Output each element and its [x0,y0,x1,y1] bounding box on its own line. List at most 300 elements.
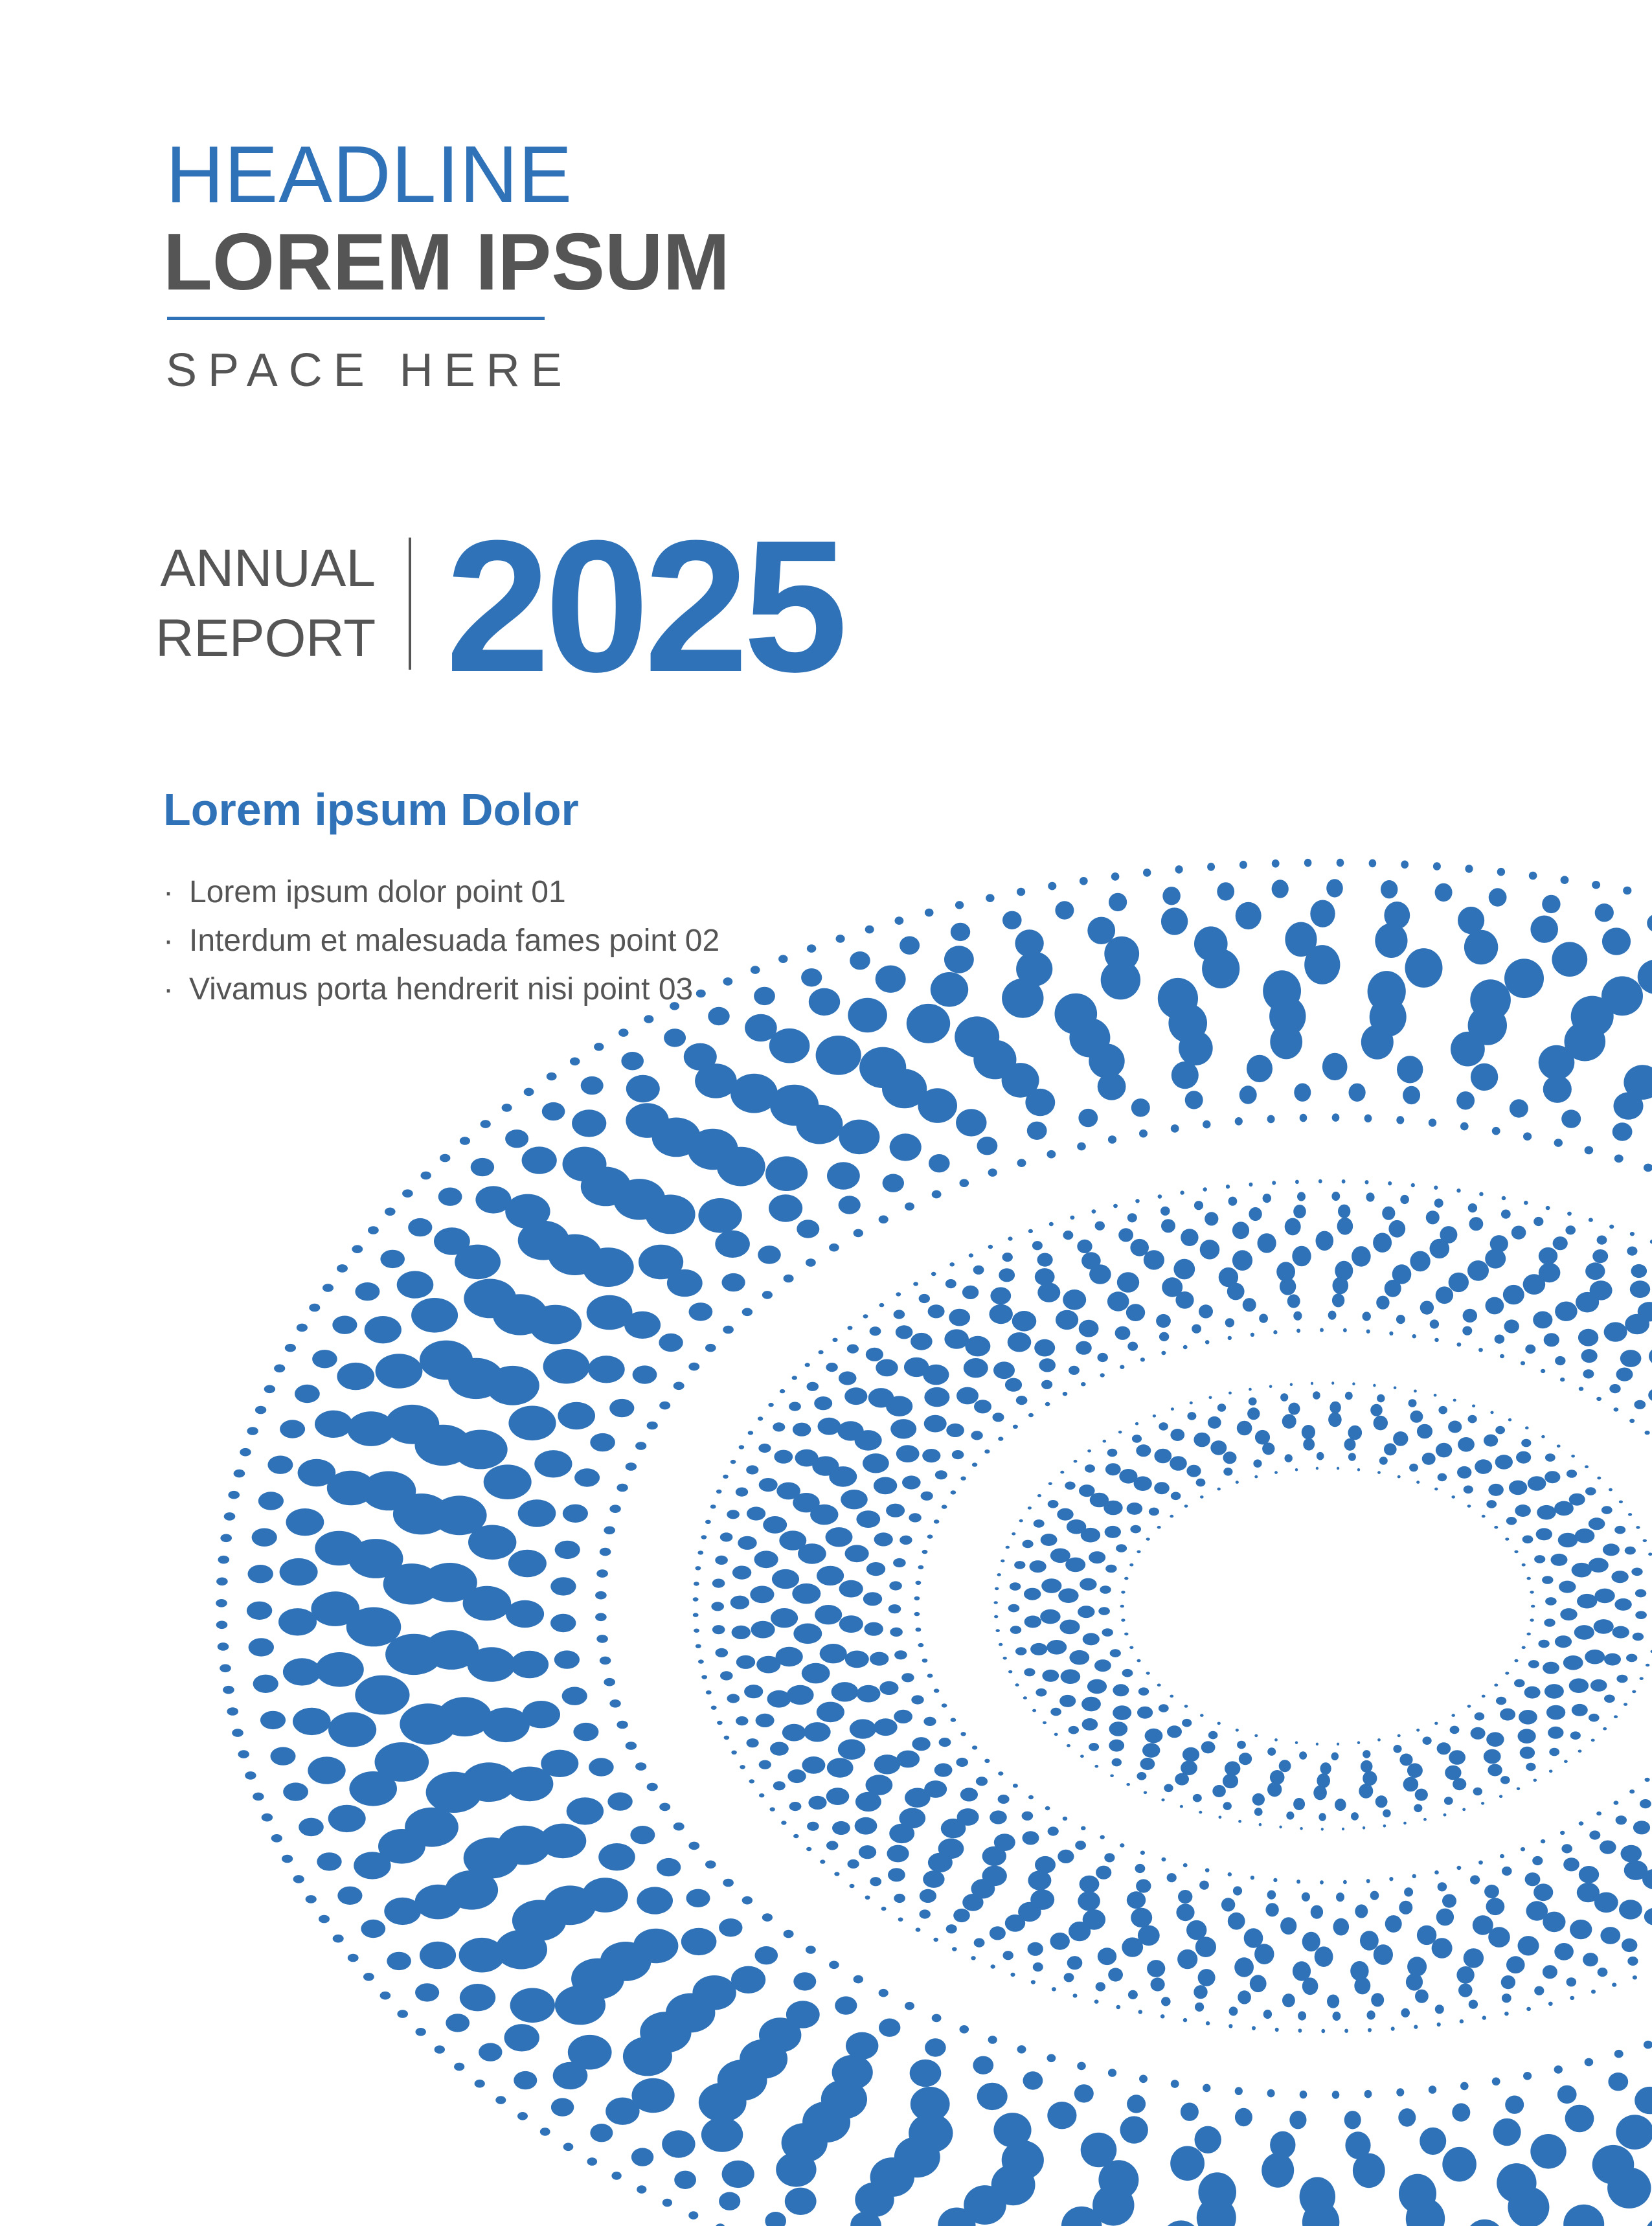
halftone-dot [1223,1774,1238,1789]
halftone-dot [898,1918,903,1922]
halftone-dot [1280,1917,1296,1935]
halftone-dot [1078,1606,1094,1618]
halftone-dot [1299,1751,1307,1760]
halftone-dot [1050,1708,1061,1716]
halftone-dot [888,1604,901,1613]
halftone-dot [716,1648,729,1657]
halftone-dot [1328,1311,1337,1320]
halftone-dot [659,1803,670,1811]
halftone-dot [1589,1218,1593,1221]
halftone-dot [1392,1264,1412,1284]
halftone-dot [1183,2018,1187,2022]
halftone-dot [415,1885,462,1920]
halftone-dot [1205,1212,1218,1225]
halftone-dot [1226,1185,1230,1188]
halftone-dot [723,1326,734,1334]
halftone-dot [1526,1763,1535,1771]
halftone-dot [1560,1831,1565,1835]
halftone-dot [1081,1697,1101,1712]
halftone-dot [1534,1986,1544,1995]
halftone-dot [1228,1392,1232,1395]
halftone-dot [605,2098,639,2125]
halftone-dot [1545,1453,1556,1462]
halftone-dot [1614,1526,1625,1534]
halftone-dot [1235,2108,1252,2126]
halftone-dot [1415,1990,1429,2003]
halftone-dot [784,1930,794,1938]
halftone-dot [841,1490,868,1509]
halftone-dot [1467,1505,1471,1508]
halftone-dot [1555,1356,1565,1365]
halftone-dot [868,1388,894,1407]
halftone-dot [1423,1818,1427,1821]
halftone-dot [1614,1800,1619,1804]
halftone-dot [723,1879,734,1887]
halftone-dot [1471,1727,1486,1740]
halftone-dot [723,977,733,986]
halftone-dot [1449,1750,1465,1765]
halftone-dot [1061,1669,1081,1684]
halftone-dot [939,1738,951,1747]
halftone-dot [1430,1319,1439,1328]
halftone-dot [1527,1633,1531,1636]
halftone-dot [1317,1452,1324,1460]
halftone-dot [895,916,904,925]
halftone-dot [1047,2054,1056,2063]
halftone-dot [1471,1063,1498,1091]
halftone-dot [1122,1669,1133,1677]
halftone-dot [1342,1828,1344,1831]
halftone-dot [1249,1183,1253,1187]
halftone-dot [1223,1802,1232,1810]
halftone-dot [1017,1159,1026,1167]
halftone-dot [1290,1383,1293,1386]
halftone-dot [1486,1297,1504,1315]
halftone-dot [415,1983,439,2001]
halftone-dot [1589,1714,1600,1722]
halftone-dot [1379,1457,1388,1465]
halftone-dot [1400,1195,1409,1204]
halftone-dot [847,1345,859,1354]
halftone-dot [1045,1402,1050,1406]
halftone-dot [1405,948,1443,988]
halftone-dot [1530,1618,1533,1622]
halftone-dot [1602,927,1631,955]
halftone-dot [1267,2089,1275,2098]
halftone-dot [1549,1748,1559,1756]
halftone-dot [1022,1811,1034,1821]
halftone-dot [1479,1192,1483,1196]
halftone-dot [962,1286,979,1299]
halftone-dot [838,1739,866,1760]
halftone-dot [673,1823,685,1831]
halftone-dot [715,1231,750,1258]
halftone-dot [732,1626,751,1639]
halftone-dot [1381,880,1397,898]
halftone-dot [1080,1755,1084,1758]
halftone-dot [1035,1688,1047,1697]
halftone-dot [1175,1773,1189,1786]
halftone-dot [1464,930,1498,965]
halftone-dot [1069,1650,1089,1665]
halftone-dot [1436,1909,1454,1926]
halftone-dot [848,998,887,1033]
halftone-dot [1570,1731,1581,1740]
halftone-dot [1159,1704,1169,1712]
halftone-dot [781,1821,786,1824]
halftone-dot [308,1756,345,1784]
halftone-dot [925,909,934,917]
halftone-dot [1452,2103,1470,2121]
halftone-dot [1414,2025,1418,2028]
halftone-dot [832,1821,850,1835]
halftone-dot [297,1324,308,1332]
halftone-dot [1409,1399,1417,1407]
halftone-dot [1527,1577,1531,1580]
halftone-dot [763,1516,787,1534]
halftone-dot [1374,1944,1393,1965]
halftone-dot [772,1569,799,1589]
headline-divider [167,317,545,320]
halftone-dot [1239,1085,1257,1104]
halftone-dot [1104,1853,1115,1862]
halftone-dot [1495,1455,1513,1470]
halftone-dot [731,1966,765,1993]
halftone-dot [264,1385,275,1394]
halftone-dot [817,1566,844,1585]
halftone-dot [1069,1922,1091,1941]
halftone-dot [1538,1640,1549,1648]
halftone-dot [1604,1695,1615,1703]
halftone-dot [1344,1438,1356,1451]
bullet-icon: · [163,924,174,958]
halftone-dot [1543,1662,1559,1674]
halftone-dot [1287,1294,1300,1308]
halftone-dot [1438,1882,1447,1891]
halftone-dot [271,1747,296,1765]
halftone-dot [1171,2080,1179,2088]
halftone-dot [1377,1471,1381,1474]
halftone-dot [1377,1394,1385,1403]
halftone-dot [902,1475,921,1489]
halftone-dot [1406,1973,1423,1991]
halftone-dot [1331,1192,1340,1201]
halftone-dot [1569,1678,1589,1693]
halftone-dot [1028,1870,1051,1890]
halftone-dot [1533,1883,1553,1901]
halftone-dot [1445,1766,1461,1780]
halftone-dot [946,1424,964,1437]
bullet-text: Lorem ipsum dolor point 01 [189,875,566,909]
halftone-dot [747,1506,765,1520]
halftone-dot [1127,1342,1138,1351]
halftone-dot [1389,1332,1393,1335]
halftone-dot [1194,1201,1203,1210]
halftone-dot [1626,1654,1637,1663]
halftone-dot [1565,2105,1594,2132]
halftone-dot [1542,1576,1553,1584]
halftone-dot [1578,1750,1582,1753]
halftone-dot [1208,1731,1218,1740]
halftone-dot [283,1658,321,1685]
halftone-dot [1635,1611,1647,1619]
halftone-dot [999,1268,1015,1282]
halftone-dot [380,1992,391,2000]
halftone-dot [1110,1649,1121,1657]
halftone-dot [1162,1277,1182,1297]
halftone-dot [1100,1835,1105,1839]
halftone-dot [567,1797,604,1824]
halftone-dot [1332,1293,1344,1307]
halftone-dot [508,1406,556,1441]
halftone-dot [1450,1726,1460,1734]
halftone-dot [801,968,822,986]
halftone-dot [637,2185,646,2194]
halftone-dot [1417,1925,1436,1945]
halftone-dot [977,1137,998,1155]
halftone-dot [1585,1146,1594,1155]
halftone-dot [1161,1219,1175,1232]
halftone-dot [1357,1468,1360,1471]
halftone-dot [1619,1501,1623,1504]
halftone-dot [1115,1326,1131,1340]
halftone-dot [1502,1196,1506,1200]
halftone-dot [807,1382,819,1391]
halftone-dot [1342,1179,1346,1183]
halftone-dot [1094,1659,1111,1672]
halftone-dot [495,2096,506,2104]
halftone-dot [890,1628,903,1637]
halftone-dot [1554,1943,1574,1960]
halftone-dot [1254,1475,1258,1479]
halftone-dot [701,1535,707,1539]
halftone-dot [933,1938,938,1942]
halftone-dot [1522,1536,1533,1544]
halftone-dot [1517,1788,1520,1791]
halftone-dot [920,1909,931,1918]
halftone-dot [1609,1488,1612,1492]
halftone-dot [1377,1738,1381,1742]
halftone-dot [1067,1744,1070,1747]
halftone-dot [839,1615,863,1633]
halftone-dot [1181,1229,1198,1246]
halftone-dot [1410,1251,1430,1272]
halftone-dot [1578,1329,1598,1346]
halftone-dot [890,1133,922,1161]
halftone-dot [1569,1493,1585,1506]
halftone-dot [258,1492,284,1510]
halftone-dot [826,1841,838,1850]
halftone-dot [1047,1150,1056,1159]
halftone-dot [712,1579,725,1588]
halftone-dot [1612,1982,1616,1986]
halftone-dot [1623,887,1631,895]
halftone-dot [1468,1415,1477,1424]
halftone-dot [1420,1301,1434,1315]
halftone-dot [1457,1466,1471,1479]
halftone-dot [1146,1538,1150,1541]
halftone-dot [440,1154,450,1163]
halftone-dot [673,1382,685,1391]
halftone-dot [1432,1938,1453,1959]
halftone-dot [253,1675,278,1693]
halftone-dot [1501,1975,1515,1989]
halftone-dot [1105,1565,1116,1573]
halftone-dot [1492,1127,1500,1135]
halftone-dot [647,1422,658,1430]
halftone-dot [1555,1635,1572,1648]
halftone-dot [1008,1236,1012,1240]
halftone-dot [1270,1770,1285,1785]
halftone-dot [848,1859,859,1868]
halftone-dot [1057,1508,1073,1521]
halftone-dot [946,1924,957,1933]
halftone-dot [1170,2146,1205,2181]
halftone-dot [956,1109,986,1136]
halftone-dot [1434,1488,1438,1491]
halftone-dot [522,1146,557,1174]
halftone-dot [1506,1956,1525,1973]
halftone-dot [971,1956,975,1960]
halftone-dot [555,1541,580,1559]
halftone-dot [1412,1874,1416,1878]
halftone-dot [1302,1892,1310,1902]
halftone-dot [1420,2128,1446,2155]
halftone-dot [914,1596,920,1600]
halftone-dot [1030,1643,1047,1655]
halftone-dot [993,1413,1004,1422]
halftone-dot [1118,1431,1122,1434]
halftone-dot [1486,1732,1504,1747]
halftone-dot [1156,1314,1171,1328]
halftone-dot [354,1852,390,1879]
halftone-dot [1310,900,1335,927]
halftone-dot [1139,2075,1148,2084]
halftone-dot [446,2014,470,2032]
halftone-dot [1546,1206,1550,1210]
halftone-dot [1175,865,1183,874]
section-title: Lorem ipsum Dolor [163,784,579,835]
halftone-dot [1645,2216,1652,2226]
halftone-dot [887,1845,909,1863]
halftone-dot [540,2128,550,2136]
halftone-dot [935,1470,947,1479]
halftone-dot [563,1505,588,1523]
halftone-dot [1488,1764,1502,1777]
halftone-dot [1273,1878,1277,1882]
halftone-dot [1108,1968,1123,1981]
halftone-dot [1161,1997,1171,2006]
halftone-dot [1363,1771,1377,1786]
halftone-dot [1058,1850,1074,1863]
report-divider [409,538,411,670]
halftone-dot [1563,1857,1579,1871]
halftone-dot [1345,1392,1353,1400]
halftone-dot [674,2171,696,2189]
halftone-dot [1017,2045,1026,2054]
halftone-dot [738,1536,756,1550]
halftone-dot [1236,1729,1239,1732]
halftone-dot [844,1387,867,1405]
halftone-dot [1603,1727,1607,1731]
halftone-dot [1444,1797,1453,1805]
halftone-dot [1056,1310,1078,1330]
halftone-dot [1080,877,1088,885]
halftone-dot [928,1304,945,1318]
halftone-dot [1105,1463,1121,1475]
halftone-dot [626,1075,660,1102]
halftone-dot [688,1842,699,1850]
halftone-dot [1581,1349,1598,1363]
halftone-dot [1396,1116,1404,1124]
halftone-dot [1629,1789,1635,1793]
halftone-dot [1313,1786,1327,1800]
halftone-dot [1077,1142,1086,1151]
halftone-dot [1505,1672,1509,1675]
halftone-dot [1337,1218,1353,1235]
halftone-dot [934,1688,940,1692]
halftone-dot [974,1938,985,1948]
halftone-dot [705,1861,716,1869]
halftone-dot [1529,872,1537,880]
halftone-dot [1013,1425,1018,1429]
halftone-dot [793,1423,811,1437]
halftone-dot [1473,1788,1482,1796]
halftone-dot [722,2161,754,2188]
halftone-dot [1397,1056,1423,1083]
halftone-dot [712,1625,725,1634]
halftone-dot [855,2183,894,2218]
halftone-dot [829,1961,839,1970]
halftone-dot [1326,879,1343,897]
halftone-dot [1190,1402,1193,1405]
halftone-dot [706,1690,712,1694]
halftone-dot [315,1652,363,1687]
halftone-dot [1217,1403,1226,1412]
halftone-dot [1583,1369,1594,1378]
halftone-dot [1385,1915,1402,1933]
halftone-dot [1443,1813,1447,1817]
halftone-dot [1298,2028,1302,2032]
halftone-dot [1594,1589,1614,1604]
halftone-dot [1457,1343,1462,1346]
halftone-dot [1464,1948,1484,1968]
halftone-dot [990,1304,1013,1324]
halftone-dot [905,1203,914,1211]
halftone-dot [723,1475,729,1479]
halftone-dot [1531,1605,1535,1608]
halftone-dot [971,1431,982,1440]
halftone-dot [1559,1581,1576,1593]
halftone-dot [879,1216,888,1224]
halftone-dot [408,1218,432,1236]
halftone-dot [876,966,906,993]
halftone-dot [1369,859,1377,868]
halftone-dot [1401,861,1409,869]
halftone-dot [1621,1845,1642,1863]
halftone-dot [1137,1772,1146,1780]
halftone-dot [1160,1207,1170,1216]
halftone-dot [1448,1421,1462,1433]
halftone-dot [1254,1808,1263,1816]
halftone-dot [332,1316,357,1334]
halftone-dot [216,1621,228,1630]
halftone-dot [1462,1326,1472,1335]
halftone-dot [1539,1247,1557,1265]
halftone-dot [1140,1357,1145,1361]
halftone-dot [711,1602,724,1611]
halftone-dot [1519,1710,1537,1725]
